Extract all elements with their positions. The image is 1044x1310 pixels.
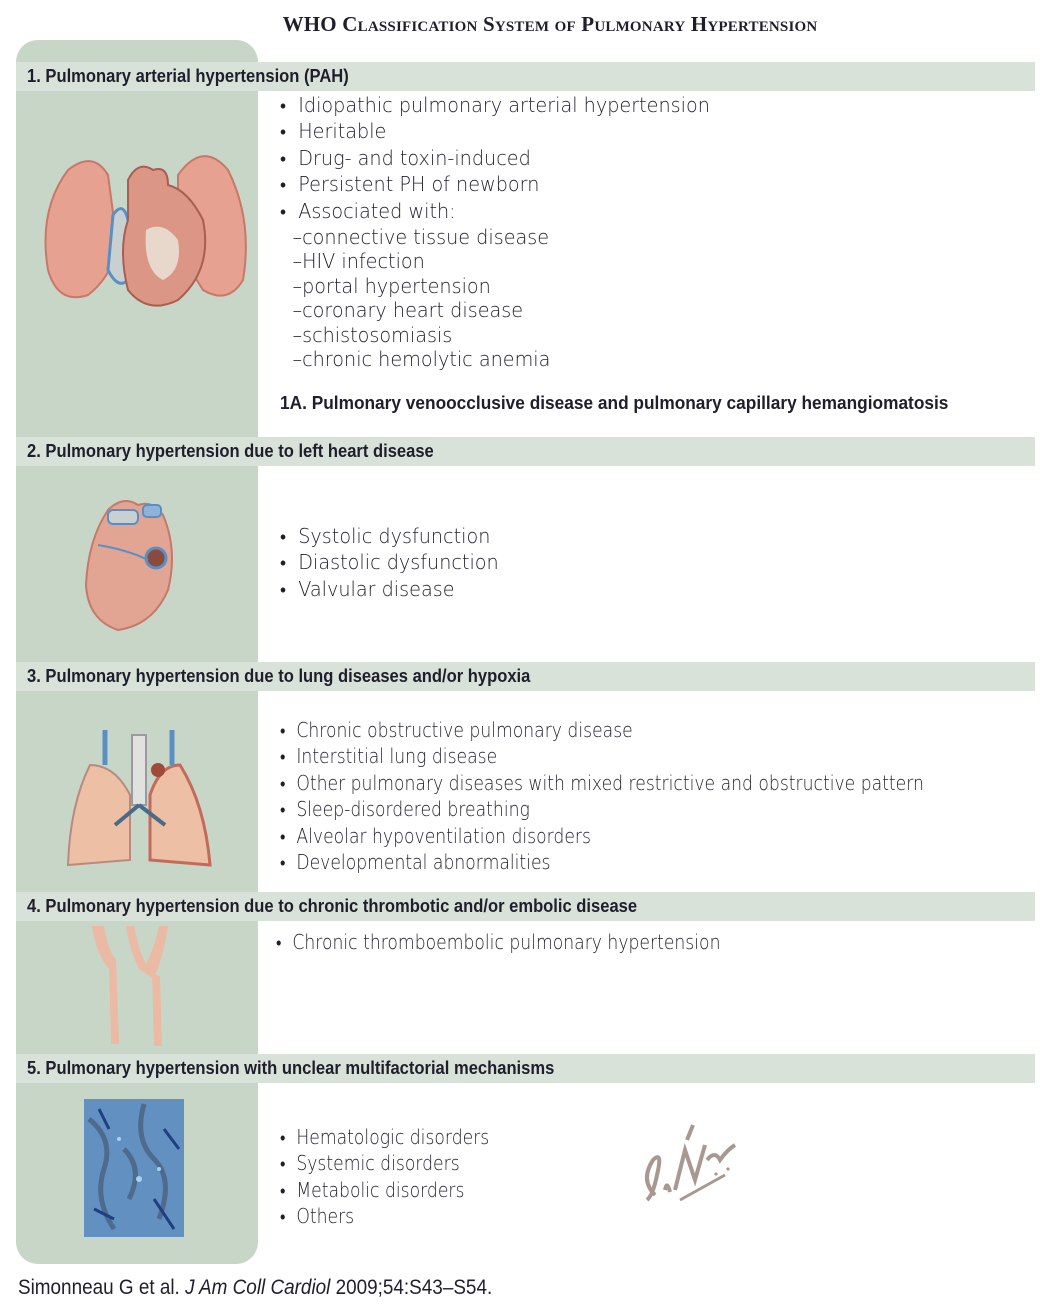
- citation: [18, 1276, 492, 1300]
- group-5-heading: 5. Pulmonary hypertension with unclear multifactorial mechanisms: [27, 1058, 555, 1078]
- list-item: • Heritable: [280, 119, 710, 145]
- citation-journal: J Am Coll Cardiol: [185, 1276, 331, 1299]
- group-1-list: [280, 93, 728, 371]
- list-subitem: –connective tissue disease: [292, 225, 550, 250]
- list-item: • Diastolic dysfunction: [280, 550, 499, 576]
- list-item: • Persistent PH of newborn: [280, 172, 710, 198]
- group-3-heading: 3. Pulmonary hypertension due to lung diseases and/or hypoxia: [27, 666, 531, 686]
- pulmonary-artery-icon: [84, 924, 194, 1049]
- group-1-heading: 1. Pulmonary arterial hypertension (PAH): [27, 66, 349, 86]
- group-4-heading: 4. Pulmonary hypertension due to chronic thrombotic and/or embolic disease: [27, 896, 638, 916]
- list-item: • Chronic obstructive pulmonary disease: [280, 718, 924, 744]
- group-5-list: [280, 1125, 523, 1231]
- group-3-list: [280, 718, 1029, 876]
- list-item: • Other pulmonary diseases with mixed restrictive and obstructive pattern: [280, 771, 924, 797]
- list-item: • Sleep-disordered breathing: [280, 797, 924, 823]
- group-1a-heading: 1A. Pulmonary venoocclusive disease and pulmonary capillary hemangiomatosis: [280, 393, 949, 413]
- list-subitem: –coronary heart disease: [292, 298, 524, 323]
- group-2-header: [16, 437, 1035, 466]
- group-1-header: [16, 62, 1035, 91]
- netter-signature: [635, 1120, 745, 1205]
- list-subitem: –portal hypertension: [292, 273, 491, 298]
- list-item: • Idiopathic pulmonary arterial hypertension: [280, 93, 710, 119]
- list-item: • Drug- and toxin-induced: [280, 146, 710, 172]
- list-item: • Chronic thromboembolic pulmonary hypertension: [276, 930, 720, 956]
- list-item: • Systolic dysfunction: [280, 524, 499, 550]
- group-3-header: [16, 662, 1035, 691]
- list-item: • Others: [280, 1204, 489, 1230]
- heart-and-lungs-icon: [28, 130, 258, 330]
- tissue-texture-icon: [84, 1099, 184, 1237]
- lungs-icon: [60, 725, 220, 875]
- list-item: • Interstitial lung disease: [280, 744, 924, 770]
- page-title: WHO Classification System of Pulmonary Hypertension: [282, 12, 818, 36]
- list-subitem: –schistosomiasis: [292, 322, 453, 347]
- list-item: • Valvular disease: [280, 577, 499, 603]
- list-item: • Associated with:: [280, 199, 710, 225]
- group-2-list: [280, 524, 508, 603]
- list-item: • Systemic disorders: [280, 1151, 489, 1177]
- citation-authors: Simonneau G et al.: [18, 1276, 180, 1299]
- list-item: • Metabolic disorders: [280, 1178, 489, 1204]
- list-item: • Developmental abnormalities: [280, 850, 924, 876]
- heart-icon: [78, 490, 188, 635]
- list-subitem: –chronic hemolytic anemia: [292, 347, 551, 372]
- citation-details: 2009;54:S43–S54.: [335, 1276, 493, 1299]
- group-5-header: [16, 1054, 1035, 1083]
- group-4-header: [16, 892, 1035, 921]
- group-2-heading: 2. Pulmonary hypertension due to left heart disease: [27, 441, 434, 461]
- list-item: • Alveolar hypoventilation disorders: [280, 824, 924, 850]
- list-item: • Hematologic disorders: [280, 1125, 489, 1151]
- list-subitem: –HIV infection: [292, 249, 425, 274]
- group-4-list: [276, 930, 793, 956]
